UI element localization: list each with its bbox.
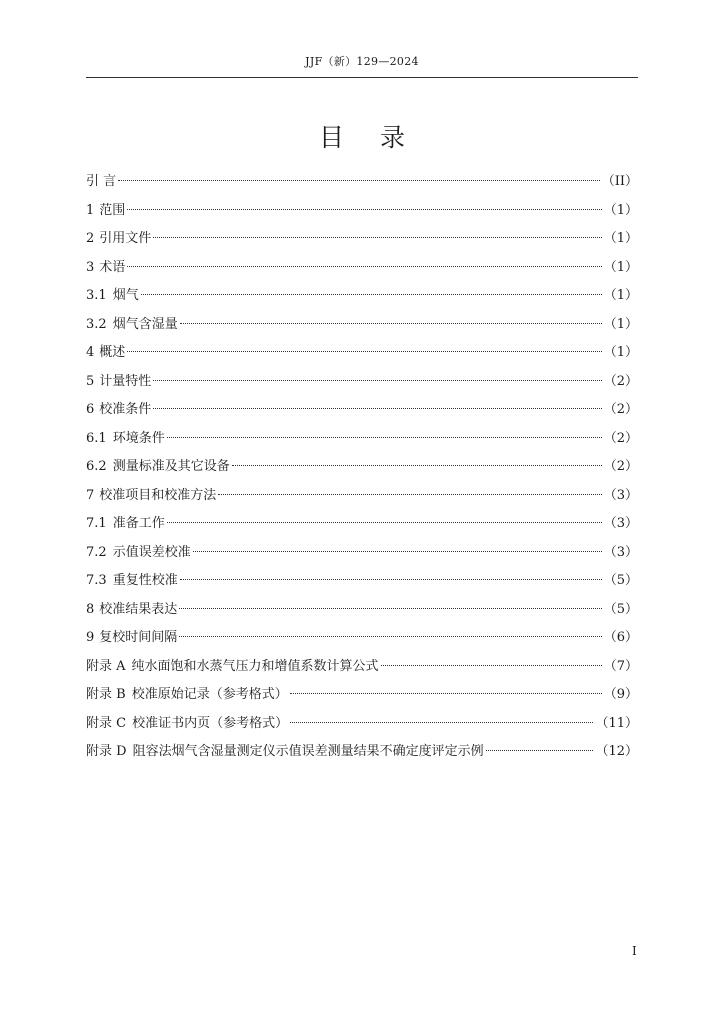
toc-entry-label	[86, 368, 151, 397]
toc-entry-label	[86, 282, 139, 311]
toc-entry-page: （II）	[601, 174, 638, 189]
toc-entry-number: 9	[86, 630, 95, 645]
toc-leader-dots	[218, 494, 601, 495]
toc-entry[interactable]	[86, 311, 638, 340]
toc-entry-text: 引用文件	[99, 231, 152, 246]
toc-entry-label	[86, 197, 125, 226]
toc-entry-number: 3.1	[86, 288, 107, 303]
toc-entry-label	[86, 510, 165, 539]
toc-leader-dots	[167, 522, 602, 523]
toc-entry-text: 校准项目和校准方法	[99, 487, 217, 503]
toc-entry-label	[86, 653, 379, 682]
toc-leader-dots	[118, 180, 600, 181]
toc-entry[interactable]	[86, 168, 638, 197]
toc-leader-dots	[180, 579, 602, 580]
toc-entry-label	[86, 567, 178, 596]
toc-entry-label	[86, 482, 216, 511]
toc-entry-page: （3）	[603, 516, 638, 531]
toc-entry-label	[86, 539, 191, 568]
toc-leader-dots	[290, 722, 593, 723]
toc-entry-page: （5）	[603, 601, 638, 617]
toc-entry[interactable]	[86, 197, 638, 226]
toc-entry-text: 纯水面饱和水蒸气压力和增值系数计算公式	[131, 658, 379, 674]
toc-entry-page: （1）	[603, 316, 638, 332]
toc-entry-number: 6.1	[86, 430, 107, 446]
toc-entry-label	[86, 738, 484, 767]
toc-entry-page: （1）	[603, 345, 638, 360]
toc-entry-text: 术语	[99, 259, 126, 275]
toc-leader-dots	[167, 437, 602, 438]
toc-entry-text: 引 言	[86, 174, 117, 189]
toc-leader-dots	[127, 209, 601, 210]
toc-entry-text: 计量特性	[99, 373, 152, 389]
toc-entry-page: （12）	[595, 744, 638, 759]
toc-entry-page: （3）	[603, 544, 638, 560]
toc-entry-label	[86, 254, 125, 283]
toc-entry[interactable]	[86, 482, 638, 511]
toc-entry-number: 2	[86, 231, 95, 246]
toc-entry-text: 复校时间间隔	[99, 630, 178, 645]
toc-entry-text: 阻容法烟气含湿量测定仪示值误差测量结果不确定度评定示例	[132, 744, 484, 759]
toc-entry[interactable]	[86, 254, 638, 283]
page-number: I	[632, 944, 637, 958]
toc-entry[interactable]	[86, 425, 638, 454]
toc-entry-text: 重复性校准	[112, 573, 178, 588]
toc-entry-text: 校准证书内页（参考格式）	[132, 715, 289, 731]
toc-entry-text: 概述	[99, 345, 126, 360]
toc-entry-label	[86, 225, 151, 254]
toc-entry-label	[86, 624, 177, 653]
toc-leader-dots	[193, 551, 602, 552]
toc-entry-page: （2）	[603, 430, 638, 446]
toc-entry-text: 烟气	[112, 288, 139, 303]
toc-entry-label	[86, 453, 230, 482]
toc-entry-page: （3）	[603, 487, 638, 503]
toc-leader-dots	[486, 750, 594, 751]
toc-entry-label	[86, 311, 178, 340]
toc-entry-number: 6.2	[86, 459, 107, 474]
toc-entry[interactable]	[86, 653, 638, 682]
toc-entry-page: （1）	[603, 259, 638, 275]
toc-entry[interactable]	[86, 396, 638, 425]
toc-entry-text: 准备工作	[112, 516, 165, 531]
toc-entry-number: 7.3	[86, 573, 107, 588]
toc-leader-dots	[381, 665, 602, 666]
toc-entry[interactable]	[86, 225, 638, 254]
document-header: JJF（新）129—2024	[305, 55, 419, 68]
toc-entry-text: 校准条件	[99, 402, 152, 417]
toc-entry[interactable]	[86, 624, 638, 653]
toc-entry-page: （11）	[595, 715, 638, 731]
toc-entry-label	[86, 168, 116, 197]
toc-leader-dots	[180, 323, 602, 324]
toc-entry-page: （1）	[603, 288, 638, 303]
toc-entry-number: 5	[86, 373, 95, 389]
toc-entry[interactable]	[86, 510, 638, 539]
toc-entry-number: 附录 D	[86, 744, 127, 759]
toc-leader-dots	[153, 237, 601, 238]
toc-entry-number: 7.2	[86, 544, 107, 560]
toc-entry[interactable]	[86, 681, 638, 710]
toc-entry[interactable]	[86, 453, 638, 482]
toc-entry-page: （1）	[603, 202, 638, 218]
toc-entry-number: 3	[86, 259, 95, 275]
toc-entry-page: （2）	[603, 459, 638, 474]
toc-entry-number: 7	[86, 487, 95, 503]
toc-entry-page: （9）	[603, 687, 638, 702]
toc-entry-text: 环境条件	[112, 430, 165, 446]
toc-entry-page: （6）	[603, 630, 638, 645]
toc-entry-page: （2）	[603, 373, 638, 389]
toc-leader-dots	[127, 266, 601, 267]
toc-entry-label	[86, 710, 288, 739]
toc-entry-number: 6	[86, 402, 95, 417]
toc-entry[interactable]	[86, 738, 638, 767]
toc-entry-number: 7.1	[86, 516, 107, 531]
toc-leader-dots	[290, 693, 602, 694]
toc-entry-page: （5）	[603, 573, 638, 588]
toc-entry-text: 校准结果表达	[99, 601, 178, 617]
toc-entry-label	[86, 596, 177, 625]
toc-entry[interactable]	[86, 567, 638, 596]
toc-entry[interactable]	[86, 539, 638, 568]
toc-entry-number: 4	[86, 345, 95, 360]
toc-entry[interactable]	[86, 710, 638, 739]
toc-leader-dots	[153, 380, 601, 381]
toc-entry-label	[86, 425, 165, 454]
toc-entry-text: 示值误差校准	[112, 544, 191, 560]
toc-leader-dots	[141, 294, 602, 295]
toc-entry-number: 1	[86, 202, 95, 218]
page-title: 目 录	[319, 123, 419, 152]
toc-entry-label	[86, 396, 151, 425]
toc-entry-text: 测量标准及其它设备	[112, 459, 230, 474]
toc-entry[interactable]	[86, 339, 638, 368]
toc-leader-dots	[127, 351, 601, 352]
toc-leader-dots	[179, 636, 601, 637]
table-of-contents	[86, 168, 638, 767]
toc-entry-number: 8	[86, 601, 95, 617]
toc-leader-dots	[153, 408, 601, 409]
toc-entry-page: （1）	[603, 231, 638, 246]
toc-entry[interactable]	[86, 368, 638, 397]
toc-entry-text: 范围	[99, 202, 126, 218]
toc-entry-number: 附录 A	[86, 658, 126, 674]
toc-entry-label	[86, 339, 125, 368]
toc-entry-number: 3.2	[86, 316, 107, 332]
toc-entry-label	[86, 681, 288, 710]
toc-entry[interactable]	[86, 596, 638, 625]
toc-entry-page: （2）	[603, 402, 638, 417]
toc-entry-number: 附录 C	[86, 715, 127, 731]
toc-leader-dots	[232, 465, 602, 466]
toc-entry-text: 烟气含湿量	[112, 316, 178, 332]
toc-entry-page: （7）	[603, 658, 638, 674]
header-divider	[86, 77, 638, 78]
toc-entry-number: 附录 B	[86, 687, 126, 702]
toc-entry-text: 校准原始记录（参考格式）	[131, 687, 288, 702]
toc-entry[interactable]	[86, 282, 638, 311]
toc-leader-dots	[179, 608, 601, 609]
